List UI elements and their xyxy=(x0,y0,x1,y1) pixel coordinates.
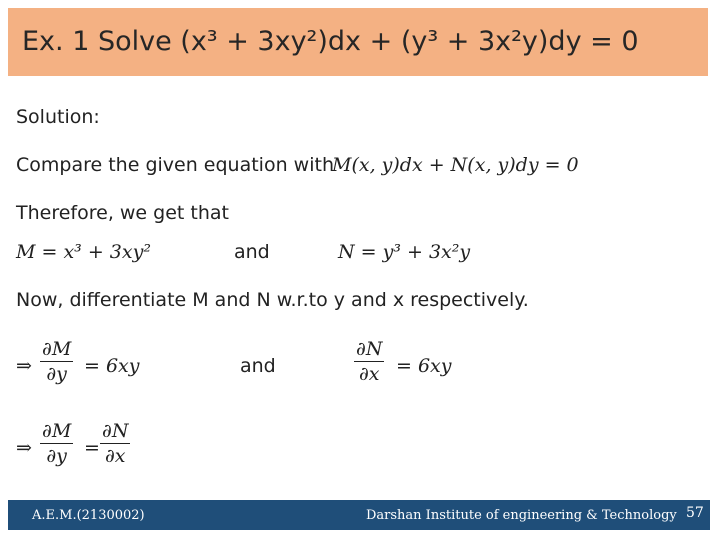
exact-right-denominator: ∂x xyxy=(104,445,126,467)
exact-left-fraction xyxy=(40,420,73,467)
page-number: 57 xyxy=(686,505,704,521)
dN-dx-fraction xyxy=(354,338,384,385)
exact-left-denominator: ∂y xyxy=(46,445,67,467)
dM-result: = 6xy xyxy=(84,355,140,377)
dy-denominator: ∂y xyxy=(46,363,67,385)
exact-equals-sign: = xyxy=(84,437,100,459)
course-code: A.E.M.(2130002) xyxy=(32,508,145,523)
slide-title: Ex. 1 Solve (x³ + 3xy²)dx + (y³ + 3x²y)dy = 0 xyxy=(22,26,639,57)
exact-right-numerator: ∂N xyxy=(102,420,129,442)
title-bar xyxy=(8,8,708,76)
dx-denominator: ∂x xyxy=(358,363,380,385)
dM-dy-fraction xyxy=(40,338,73,385)
solution-label: Solution: xyxy=(16,106,100,128)
and-text-2: and xyxy=(240,355,276,377)
implies-symbol-1: ⇒ xyxy=(16,355,32,377)
footer-bar xyxy=(8,500,710,530)
dN-result: = 6xy xyxy=(396,355,452,377)
n-equation: N = y³ + 3x²y xyxy=(338,241,471,263)
differentiate-text: Now, differentiate M and N w.r.to y and x respectively. xyxy=(16,289,529,311)
compare-text: Compare the given equation with xyxy=(16,154,334,176)
implies-symbol-2: ⇒ xyxy=(16,437,32,459)
m-equation: M = x³ + 3xy² xyxy=(16,241,151,263)
institute-name: Darshan Institute of engineering & Technology xyxy=(366,508,677,523)
dN-numerator: ∂N xyxy=(356,338,383,360)
compare-equation: M(x, y)dx + N(x, y)dy = 0 xyxy=(332,154,579,176)
therefore-text: Therefore, we get that xyxy=(16,202,229,224)
exact-left-numerator: ∂M xyxy=(42,420,72,442)
dM-numerator: ∂M xyxy=(42,338,72,360)
exact-right-fraction xyxy=(100,420,130,467)
and-text-1: and xyxy=(234,241,270,263)
